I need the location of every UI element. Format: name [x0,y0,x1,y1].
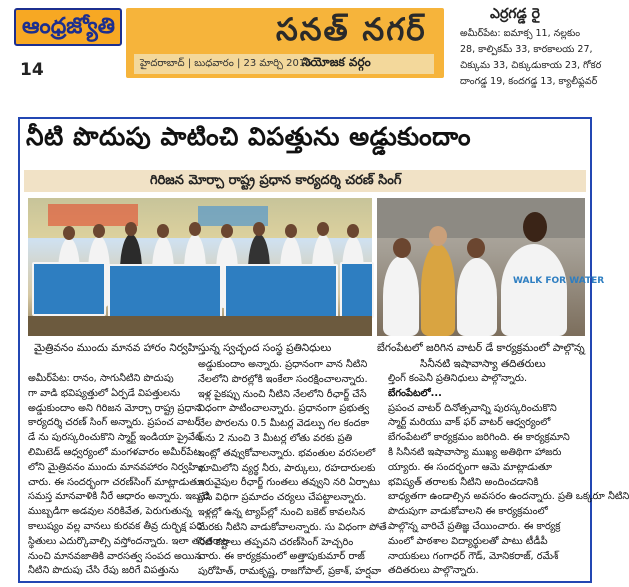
article-line: స్మార్ట్ మరియు వాక్ ఫర్ వాటర్ ఆధ్వర్యంలో [388,417,551,429]
article-line: అడ్డుకుందాం అన్నారు. ప్రధానంగా వాన నీటిని [198,359,368,370]
article-column-3 [388,372,629,579]
article-line: పురోహిత్, రామకృష్ణ, రాజగోపాల్, ప్రకాశ్, హర్షవా [198,566,382,578]
article-line: డే ను పురస్కరించుకొని స్మార్ట్ ఇండియా ప్రైవేట్ [28,432,203,444]
masthead [14,8,444,86]
banner [340,262,374,318]
dateline: హైదరాబాద్ | బుధవారం | 23 మార్చి 2016 [140,58,312,69]
section-title: సనత్ నగర్ [276,12,427,48]
banner [224,264,338,322]
side-article [460,26,600,106]
article-line: భూమిలోని వ్యర్థ నీరు, పార్కులు, రహదారులకు [198,462,376,474]
article-line: ల్తింగ్ కంపెనీ ప్రతినిధులు పాల్గొన్నారు. [388,373,528,384]
article-line: ఇంట్లో తవ్వుకోవాలన్నారు. భవంతుల వరసలలో [198,447,376,459]
article-line: కార్యదర్శి చరణ్ సింగ్ అన్నారు. ప్రపంచ వాటర్ [28,417,201,429]
water-day-photo[interactable] [377,198,605,336]
article-line: చారు. ఈ కార్యక్రమంలో అత్తాపుకుమార్ రాజ్ [198,551,365,563]
constituency-label: నియోజక వర్గం [302,55,371,69]
article-line: బేగంపేటలో... [388,387,442,399]
side-line: దాంగడ్డ 19, కందగడ్డ 13, క్యాలీఫ్లవర్ [460,76,598,87]
banner [32,262,106,316]
article-line: మంలో పాఠశాల విద్యార్థులతో పాటు టీడీపీ [388,535,548,547]
side-line: చిక్కుమ 33, చిక్కుడుకాయ 23, గోకర [460,60,602,71]
article-line: ఇరువైపుల రీఛార్జ్ గుంతలు తవ్వుని నరి ఏర్పాటు [198,477,381,489]
article-line: అమీర్‌పేట: రానం, సాగునీటిని పొదుపు [28,373,174,384]
article-line: మేరకు నీటిని వాడుకోవాలన్నారు. సు విధంగా పోతే [198,521,387,533]
photo-caption-right: బేగంపేటలో జరిగిన వాటర్ డే కార్యక్రమంలో పాల్గొన్న [377,342,585,354]
article-line: అడ్డుకుందాం అని గిరిజన మోర్చా రాష్ట్ర ప్రధాన [28,402,202,414]
article-line: నాయకులు గంగాధర్ గౌడ్, మోనికరాజ్, రమేశ్ [388,550,559,562]
banner [108,264,222,322]
article-line: తదితరులు పాల్గొన్నారు. [388,565,479,577]
article-headline: నీటి పొదుపు పాటించి విపత్తును అడ్డుకుందాం [26,122,472,151]
article-line: నుంచి మానవజాతికి వారసత్వ సంపద అయిన [28,550,202,562]
article-line: గా వాడి భవిష్యత్తులో ఏర్పడే విపత్తులను [28,387,181,399]
side-line: 28, కాల్పికమ్ 33, కారకాలయ 27, [460,44,593,55]
article-subhead: గిరిజన మోర్చా రాష్ట్ర ప్రధాన కార్యదర్శి చరణ్ సింగ్ [150,173,402,188]
article-column-2 [198,358,387,580]
article-line: భవిష్యత్ తరాలకు నీటిని అందించడానికి [388,476,539,488]
article-line: ఇళ్లల్లో ఉన్న ట్యాప్‌ల్లో నుంచి బకెట్ కావలసిన [198,506,366,518]
newspaper-logo[interactable] [14,8,122,46]
photo-caption-right-2: సినీనటి ఇషావాస్యా తదితరులు [420,358,546,370]
article-line: నీటిని పొదుపు చేసి రేపు జరిగే విపత్తును [28,565,179,577]
article-line: లిమిటెడ్ ఆధ్వర్యంలో మంగళవారం అమీర్‌పేట [28,446,201,458]
article-line: చేసి విధిగా ప్రమాదం చర్యలు చేపట్టాలన్నారు. [198,492,367,504]
article-line: కాలుష్యం వల్ల వానలు కురవక తీవ్ర దుర్భిక్ష పరి [28,520,203,532]
article-line: స్థితులు ఎదుర్కొవాల్సి వస్తోందన్నారు. ఇలా తరతరాల [28,535,229,547]
article-line: లను 2 నుంచి 3 మీటర్ల లోతు వరకు ప్రతి [198,432,353,444]
article-line: బాధ్యతగా ఉండాల్సిన అవసరం ఉందన్నారు. ప్రతి ఒక్కరూ నీటిని [388,491,629,503]
section-band [126,8,444,78]
article-line: పాల్గొన్న వారిచే ప్రతిజ్ఞ చేయించారు. ఈ కార్యక్ర [388,520,561,532]
article-line: లోని మైత్రివనం ముందు మానవహారం నిర్వహిం [28,461,204,473]
side-article-heading: ఎర్రగడ్డ రై [490,6,540,22]
article-line: బేగంపేటలో కార్యక్రమం జరిగింది. ఈ కార్యక్రమాని [388,432,570,444]
article-line: నేల పొరలను 0.5 మీటర్ల వెడల్పు గల కందకా [198,418,370,430]
article-line: పొదుపుగా వాడుకోవాలని ఈ కార్యక్రమంలో [388,506,548,518]
photo-caption-left: మైత్రివనం ముందు మానవ హారం నిర్వహిస్తున్న స్వచ్ఛంద సంస్థ ప్రతినిధులు [34,342,332,354]
article-line: ముబ్బడిగా అడవుల నరికివేత, పెరుగుతున్న [28,506,192,518]
article-line: చారు. ఈ సందర్భంగా చరణ్‌సింగ్ మాట్లాడుతూ [28,476,204,488]
article-line: నీటి కష్టాలు తప్పవని చరణ్‌సింగ్ హెచ్చరిం [198,536,354,548]
article-line: సమస్త మానవాళికి నీరే ఆధారం అన్నారు. ఇబ్బడి [28,491,211,503]
article-line: ఇళ్ల పైకప్పు నుంచి నీటిని నేలలోని రీఛార్జ్ చేసే [198,388,367,400]
article-line: నేలలోని పొరల్లోకి ఇంకేలా సంరక్షించాలన్నారు. [198,373,368,385]
page-number: 14 [20,60,44,80]
human-chain-photo[interactable] [28,198,372,336]
article-line: విధంగా పాటించాలన్నారు. ప్రధానంగా ప్రభుత్వ [198,403,370,415]
side-line: అమీర్‌పేట: ఐమాక్స 11, నల్లకుం [460,28,581,39]
article-line: ప్రపంచ వాటర్ దినోత్సవాన్ని పురస్కరించుకొని [388,402,557,414]
logo-text: ఆంధ్రజ్యోతి [22,14,115,39]
article-line: కి సినీనటి ఇషావాస్యా ముఖ్య అతిథిగా హాజరు [388,446,562,458]
tshirt-print: WALK FOR WATER [513,276,605,286]
article-column-1 [28,372,229,579]
article-line: య్యారు. ఈ సందర్భంగా ఆమె మాట్లాడుతూ [388,461,553,473]
